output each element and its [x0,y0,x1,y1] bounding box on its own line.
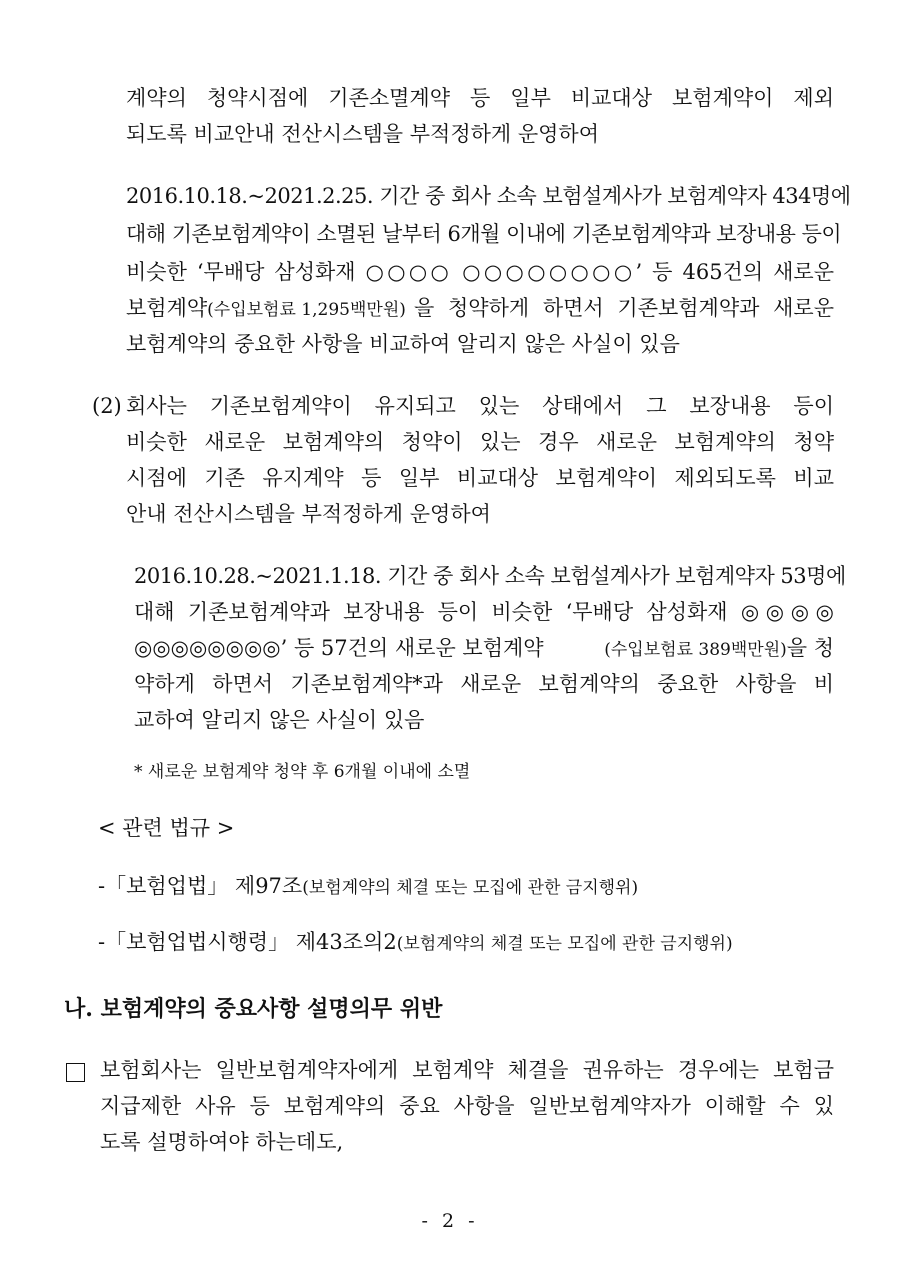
parenthetical-note: (수입보험료 1,295백만원) [207,300,406,320]
text-segment: 을 청약하게 하면서 기존보험계약과 새로운 [414,296,834,320]
law-name: -「보험업법시행령」 제43조의2 [98,930,397,954]
law-description: (보험계약의 체결 또는 모집에 관한 금지행위) [396,934,733,954]
paragraph-line: 지급제한 사유 등 보험계약의 중요 사항을 일반보험계약자가 이해할 수 있 [100,1094,834,1118]
paragraph-line: 비슷한 ‘무배당 삼성화재 ○○○○ ○○○○○○○○’ 등 465건의 새로운 [126,260,834,284]
paragraph-line: 안내 전산시스템을 부적정하게 운영하여 [126,502,491,526]
related-laws-title: < 관련 법규 > [98,816,235,840]
paragraph-line: 2016.10.28.~2021.1.18. 기간 중 회사 소속 보험설계사가 보험계약자 53명에 [134,564,846,588]
footnote: * 새로운 보험계약 청약 후 6개월 이내에 소멸 [134,762,471,782]
paragraph-line: 도록 설명하여야 하는데도, [100,1130,344,1154]
page-number: - 2 - [421,1210,479,1232]
paragraph-line: 계약의 청약시점에 기존소멸계약 등 일부 비교대상 보험계약이 제외 [126,86,834,110]
law-name: -「보험업법」 제97조 [98,874,303,898]
text-segment: 보험계약 [126,296,208,320]
paragraph-line: 비슷한 새로운 보험계약의 청약이 있는 경우 새로운 보험계약의 청약 [126,430,834,454]
checkbox-square-icon [66,1063,85,1082]
item-number: (2) [92,394,122,418]
law-reference [98,876,638,897]
paragraph-line: 약하게 하면서 기존보험계약*과 새로운 보험계약의 중요한 사항을 비 [134,672,834,696]
paragraph-line: 시점에 기존 유지계약 등 일부 비교대상 보험계약이 제외되도록 비교 [126,466,834,490]
paragraph-line: 회사는 기존보험계약이 유지되고 있는 상태에서 그 보장내용 등이 [126,394,834,418]
paragraph-line: 대해 기존보험계약과 보장내용 등이 비슷한 ‘무배당 삼성화재 ◎◎◎◎ [134,600,834,624]
paragraph-line: 되도록 비교안내 전산시스템을 부적정하게 운영하여 [126,122,599,146]
paragraph-line: 교하여 알리지 않은 사실이 있음 [134,708,425,732]
text-segment: 을 청 [786,636,834,660]
law-reference [98,932,733,953]
section-heading: 나. 보험계약의 중요사항 설명의무 위반 [64,996,443,1022]
paragraph-line: 대해 기존보험계약이 소멸된 날부터 6개월 이내에 기존보험계약과 보장내용 등이 [126,222,842,246]
parenthetical-note: (수입보험료 389백만원) [604,640,787,660]
paragraph-line [126,298,834,319]
law-description: (보험계약의 체결 또는 모집에 관한 금지행위) [302,878,639,898]
paragraph-line: 보험계약의 중요한 사항을 비교하여 알리지 않은 사실이 있음 [126,332,680,356]
paragraph-line [134,638,834,659]
text-segment: ◎◎◎◎◎◎◎◎’ 등 57건의 새로운 보험계약 [134,636,544,660]
paragraph-line: 보험회사는 일반보험계약자에게 보험계약 체결을 권유하는 경우에는 보험금 [100,1058,834,1082]
paragraph-line: 2016.10.18.~2021.2.25. 기간 중 회사 소속 보험설계사가 보험계약자 434명에 [126,184,851,208]
